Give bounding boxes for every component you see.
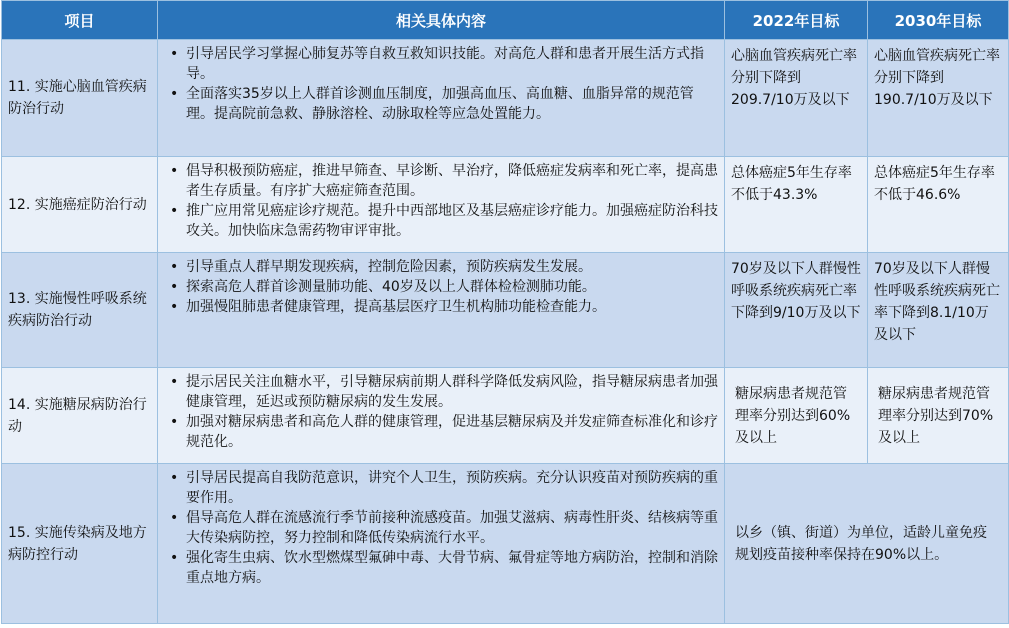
- row-item-cell: [2, 464, 158, 624]
- table-row: [2, 40, 1009, 157]
- row-item-label: 14. 实施糖尿病防治行动: [8, 396, 147, 435]
- goal-2022-cell: 总体癌症5年生存率不低于43.3%: [725, 157, 868, 253]
- row-item-cell: [2, 40, 158, 157]
- content-bullet: • 引导居民提高自我防范意识，讲究个人卫生，预防疾病。充分认识疫苗对预防疾病的重要作用。: [186, 468, 718, 508]
- goal-2022-cell: 糖尿病患者规范管理率分别达到60%及以上: [725, 368, 868, 464]
- health-actions-table: [1, 0, 1009, 624]
- row-content-cell: [158, 157, 725, 253]
- goal-2030-cell: 总体癌症5年生存率不低于46.6%: [868, 157, 1009, 253]
- goal-2030-cell: 心脑血管疾病死亡率分别下降到190.7/10万及以下: [868, 40, 1009, 157]
- content-bullet: • 推广应用常见癌症诊疗规范。提升中西部地区及基层癌症诊疗能力。加强癌症防治科技攻关。加快临床急需药物审评审批。: [186, 201, 718, 241]
- header-content: 相关具体内容: [158, 1, 725, 40]
- content-bullet: • 引导重点人群早期发现疾病，控制危险因素，预防疾病发生发展。: [186, 257, 718, 277]
- row-item-label: 15. 实施传染病及地方病防控行动: [8, 524, 147, 563]
- row-content-cell: [158, 40, 725, 157]
- goal-2022-cell: 心脑血管疾病死亡率分别下降到209.7/10万及以下: [725, 40, 868, 157]
- content-bullet: • 全面落实35岁以上人群首诊测血压制度，加强高血压、高血糖、血脂异常的规范管理。提高院前急救、静脉溶栓、动脉取栓等应急处置能力。: [186, 84, 718, 124]
- table-row: [2, 368, 1009, 464]
- header-goal-2022: 2022年目标: [725, 1, 868, 40]
- content-bullet: • 引导居民学习掌握心肺复苏等自救互救知识技能。对高危人群和患者开展生活方式指导。: [186, 44, 718, 84]
- content-bullet: • 提示居民关注血糖水平，引导糖尿病前期人群科学降低发病风险，指导糖尿病患者加强健康管理，延迟或预防糖尿病的发生发展。: [186, 372, 718, 412]
- row-content-cell: [158, 253, 725, 368]
- content-bullet: • 探索高危人群首诊测量肺功能、40岁及以上人群体检检测肺功能。: [186, 277, 718, 297]
- row-item-cell: [2, 157, 158, 253]
- content-bullet: • 强化寄生虫病、饮水型燃煤型氟砷中毒、大骨节病、氟骨症等地方病防治，控制和消除重点地方病。: [186, 548, 718, 588]
- header-item: 项目: [2, 1, 158, 40]
- goal-2030-cell: 70岁及以下人群慢性呼吸系统疾病死亡率下降到8.1/10万及以下: [868, 253, 1009, 368]
- row-item-cell: [2, 253, 158, 368]
- table-row: [2, 253, 1009, 368]
- content-bullet: • 倡导高危人群在流感流行季节前接种流感疫苗。加强艾滋病、病毒性肝炎、结核病等重大传染病防控，努力控制和降低传染病流行水平。: [186, 508, 718, 548]
- row-item-label: 13. 实施慢性呼吸系统疾病防治行动: [8, 291, 147, 329]
- header-goal-2030: 2030年目标: [868, 1, 1009, 40]
- row-content-cell: [158, 368, 725, 464]
- row-item-label: 11. 实施心脑血管疾病防治行动: [8, 79, 147, 117]
- goal-merged-cell: 以乡（镇、街道）为单位，适龄儿童免疫规划疫苗接种率保持在90%以上。: [725, 464, 1009, 624]
- goal-2030-cell: 糖尿病患者规范管理率分别达到70%及以上: [868, 368, 1009, 464]
- content-bullet: • 加强慢阻肺患者健康管理，提高基层医疗卫生机构肺功能检查能力。: [186, 297, 718, 317]
- table-row: [2, 157, 1009, 253]
- row-item-cell: [2, 368, 158, 464]
- header-row: [2, 1, 1009, 40]
- row-item-label: 12. 实施癌症防治行动: [8, 196, 147, 213]
- row-content-cell: [158, 464, 725, 624]
- table-row: [2, 464, 1009, 624]
- content-bullet: • 倡导积极预防癌症，推进早筛查、早诊断、早治疗，降低癌症发病率和死亡率，提高患者生存质量。有序扩大癌症筛查范围。: [186, 161, 718, 201]
- goal-2022-cell: 70岁及以下人群慢性呼吸系统疾病死亡率下降到9/10万及以下: [725, 253, 868, 368]
- content-bullet: • 加强对糖尿病患者和高危人群的健康管理，促进基层糖尿病及并发症筛查标准化和诊疗规范化。: [186, 412, 718, 452]
